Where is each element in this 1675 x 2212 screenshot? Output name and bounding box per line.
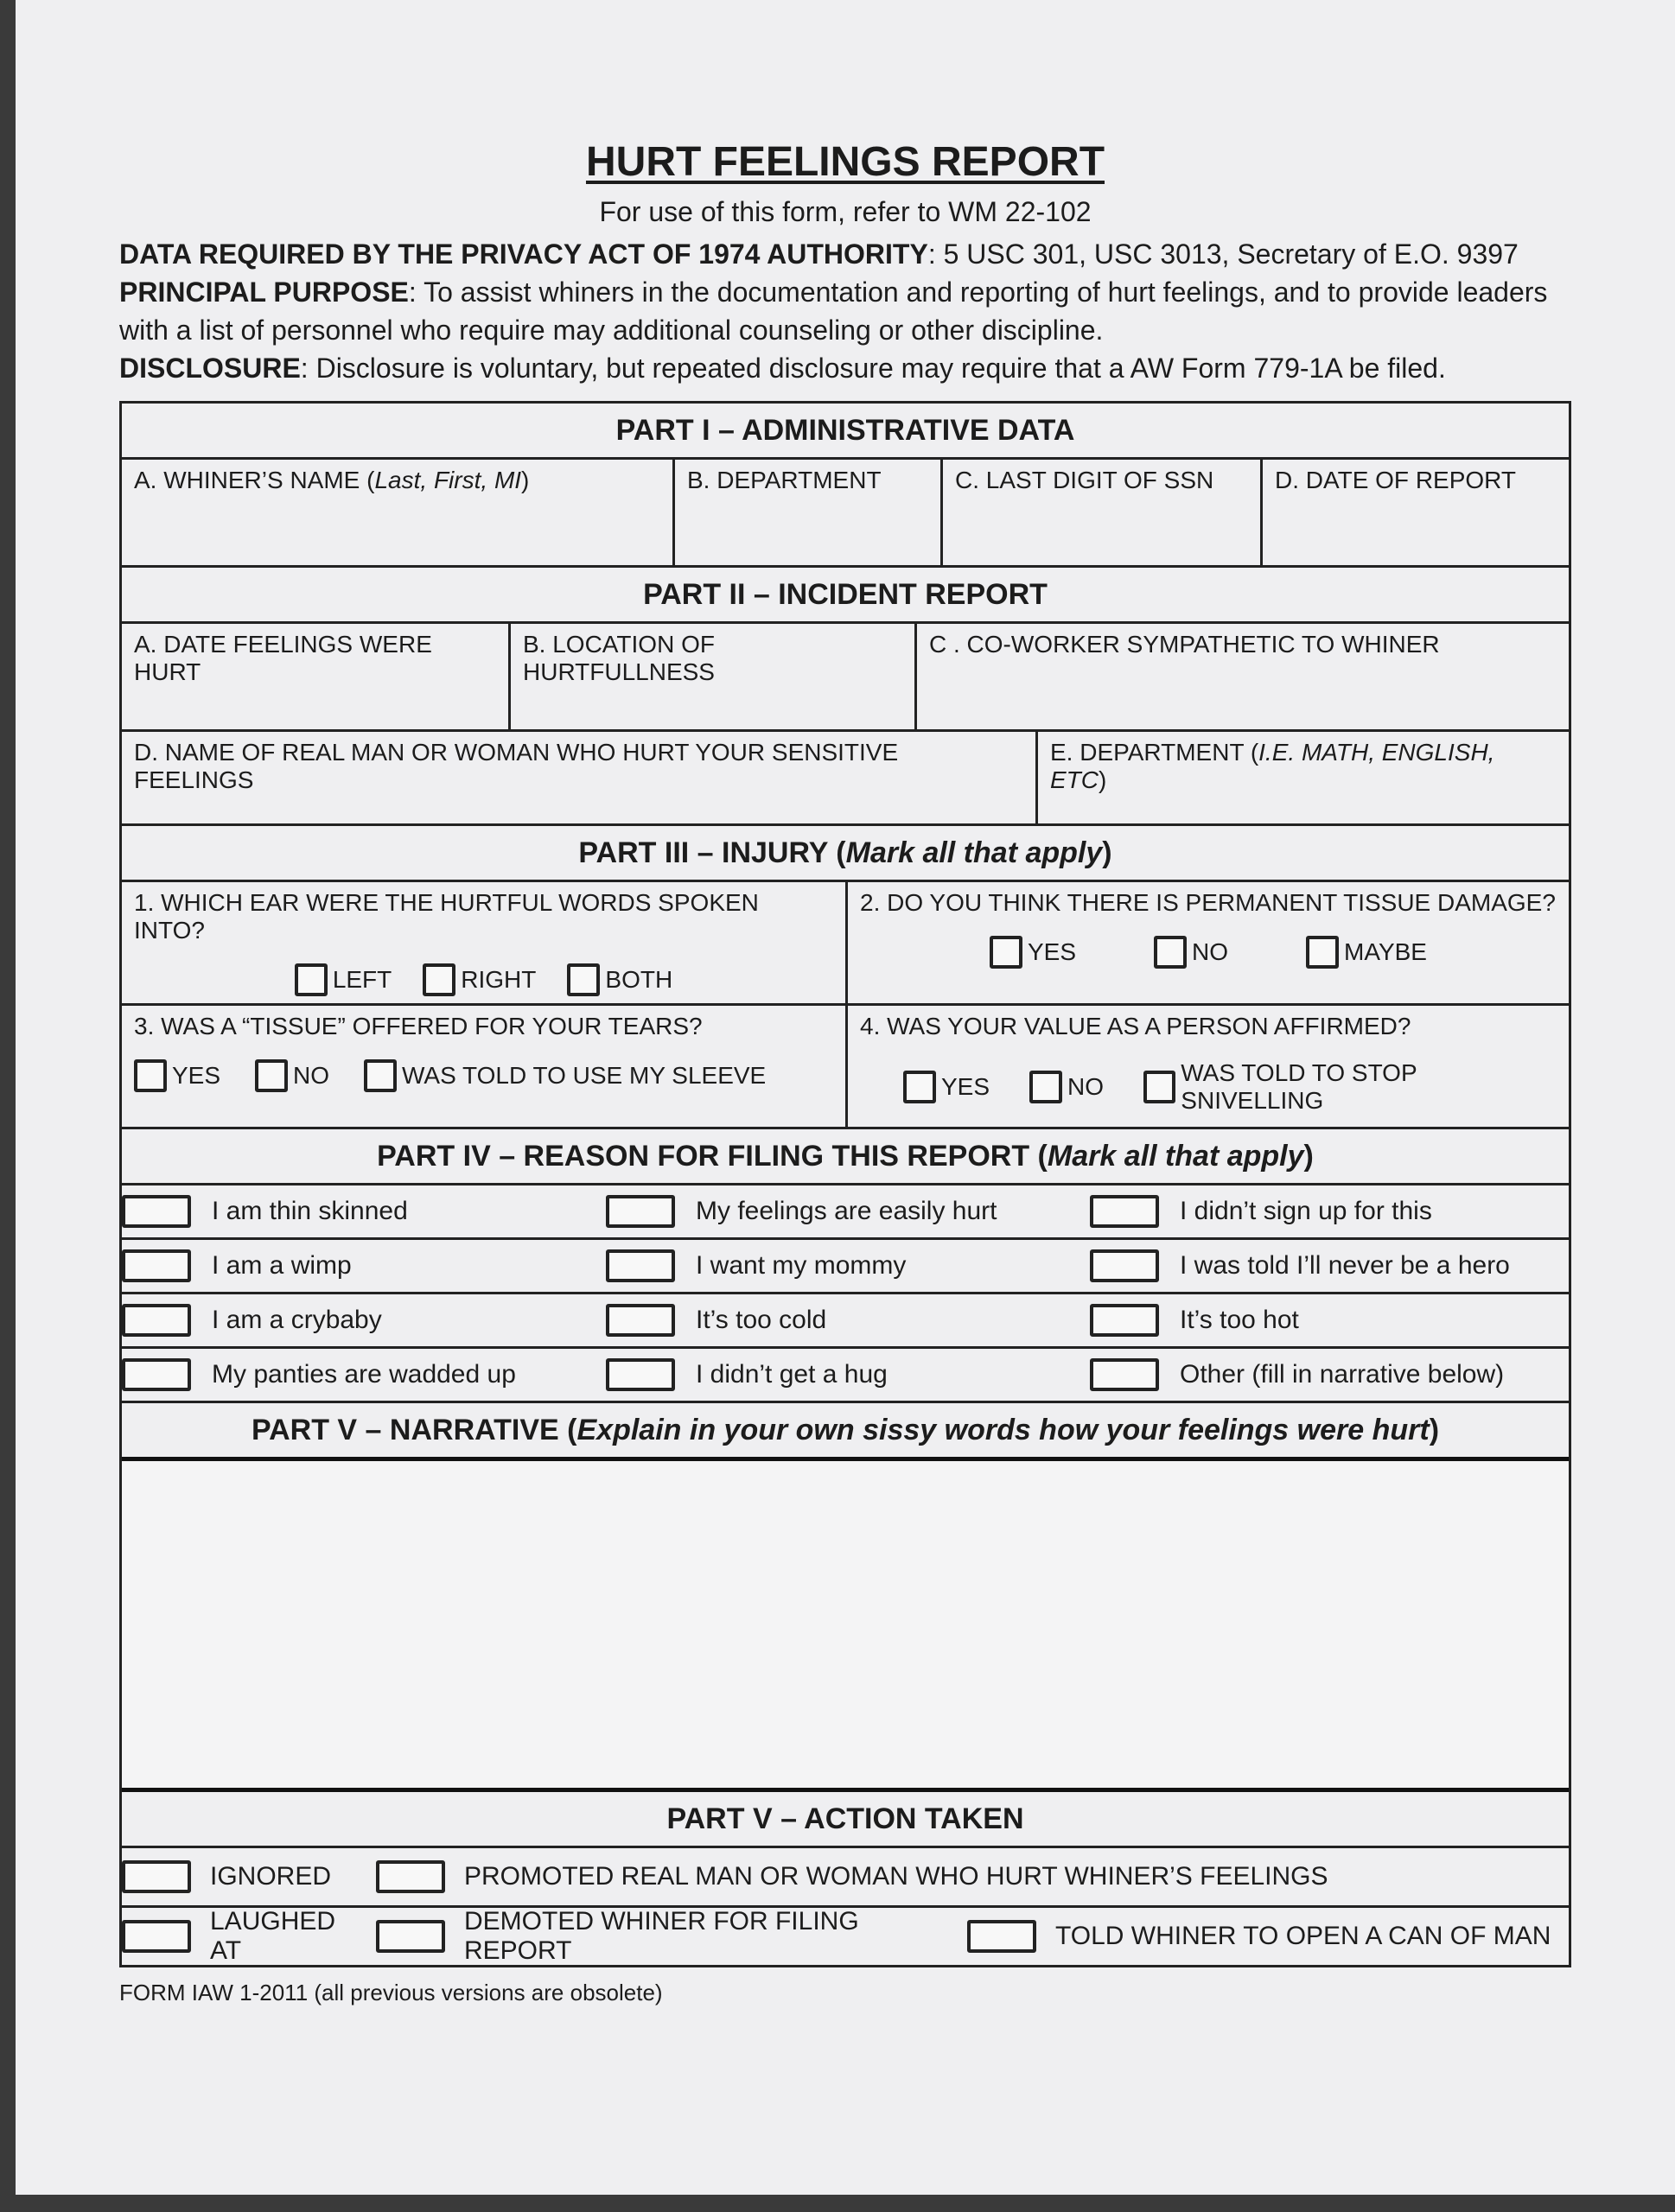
offender-dept-close: )	[1099, 766, 1107, 793]
form-title: HURT FEELINGS REPORT	[585, 139, 1105, 185]
checkbox[interactable]	[1306, 936, 1339, 969]
date-hurt-label: A. DATE FEELINGS WERE HURT	[134, 631, 432, 685]
question-2-options	[860, 936, 1557, 969]
q4-option-yes[interactable]	[903, 1071, 990, 1103]
checkbox[interactable]	[122, 1195, 191, 1228]
narrative-textarea[interactable]	[122, 1457, 1569, 1792]
reason-label: I am a crybaby	[212, 1306, 382, 1334]
part2-row-1	[122, 624, 1569, 732]
reason-label: I didn’t sign up for this	[1180, 1197, 1432, 1225]
purpose-label: PRINCIPAL PURPOSE	[119, 276, 409, 308]
purpose-text: : To assist whiners in the documentation and reporting of hurt feelings, and to provide leaders with a list of personnel who require may additional counseling or other discipline.	[119, 276, 1548, 346]
privacy-label: DATA REQUIRED BY THE PRIVACY ACT OF 1974 AUTHORITY	[119, 238, 928, 270]
part4-heading-close: )	[1303, 1140, 1314, 1173]
disclosure-text: : Disclosure is voluntary, but repeated disclosure may require that a AW Form 779-1A be filed.	[300, 353, 1446, 384]
department-field[interactable]	[675, 460, 943, 565]
reason-label: Other (fill in narrative below)	[1180, 1360, 1505, 1389]
question-4-label: 4. WAS YOUR VALUE AS A PERSON AFFIRMED?	[860, 1013, 1411, 1039]
date-hurt-field[interactable]	[122, 624, 511, 729]
q2-option-yes[interactable]	[990, 936, 1076, 969]
checkbox[interactable]	[1090, 1195, 1159, 1228]
offender-dept-hint: I.E. MATH, ENGLISH, ETC	[1050, 739, 1495, 793]
reason-item[interactable]	[606, 1240, 1090, 1294]
checkbox[interactable]	[364, 1059, 397, 1092]
q3-option-sleeve[interactable]	[364, 1059, 766, 1092]
location-label: B. LOCATION OF HURTFULLNESS	[523, 631, 715, 685]
location-field[interactable]	[511, 624, 917, 729]
q2-option-maybe[interactable]	[1306, 936, 1427, 969]
action-label-promoted: PROMOTED REAL MAN OR WOMAN WHO HURT WHINER’S FEELINGS	[464, 1862, 1328, 1891]
checkbox[interactable]	[1090, 1249, 1159, 1282]
reason-item[interactable]	[1090, 1185, 1569, 1240]
part5-heading	[122, 1403, 1569, 1457]
purpose-statement	[119, 273, 1571, 349]
action-label-laughed: LAUGHED AT	[210, 1907, 336, 1965]
paper-sheet	[16, 0, 1675, 2195]
reason-label: It’s too cold	[696, 1306, 827, 1334]
question-2-label: 2. DO YOU THINK THERE IS PERMANENT TISSUE DAMAGE?	[860, 889, 1556, 916]
part3-heading-hint: Mark all that apply	[845, 836, 1103, 869]
action-row-1	[122, 1848, 1569, 1908]
q1-option-right[interactable]	[423, 963, 536, 996]
form-frame	[119, 401, 1571, 1967]
reason-item[interactable]	[1090, 1349, 1569, 1401]
reason-grid	[122, 1185, 1569, 1403]
checkbox[interactable]	[295, 963, 328, 996]
ssn-label: C. LAST DIGIT OF SSN	[955, 467, 1214, 493]
checkbox[interactable]	[255, 1059, 288, 1092]
q1-option-label: BOTH	[605, 966, 673, 993]
report-date-label: D. DATE OF REPORT	[1275, 467, 1516, 493]
question-1	[122, 882, 848, 1003]
q3-option-label: YES	[172, 1062, 221, 1089]
checkbox[interactable]	[1154, 936, 1187, 969]
q4-option-stop-snivelling[interactable]	[1143, 1059, 1557, 1115]
reason-label: I didn’t get a hug	[696, 1360, 888, 1389]
whiner-name-label: A. WHINER’S NAME (	[134, 467, 375, 493]
checkbox[interactable]	[122, 1304, 191, 1337]
action-label-can-of-man: TOLD WHINER TO OPEN A CAN OF MAN	[1055, 1922, 1551, 1950]
checkbox[interactable]	[567, 963, 600, 996]
department-label: B. DEPARTMENT	[687, 467, 882, 493]
checkbox[interactable]	[122, 1860, 191, 1893]
q3-option-yes[interactable]	[134, 1059, 220, 1092]
q2-option-label: YES	[1028, 938, 1077, 965]
form-subtitle: For use of this form, refer to WM 22-102	[599, 196, 1092, 227]
part5-heading-hint: Explain in your own sissy words how your feelings were hurt	[576, 1414, 1430, 1446]
ssn-field[interactable]	[943, 460, 1263, 565]
checkbox[interactable]	[1143, 1071, 1175, 1103]
whiner-name-close: )	[521, 467, 530, 493]
q2-option-no[interactable]	[1154, 936, 1228, 969]
q4-option-label: NO	[1067, 1073, 1105, 1100]
checkbox[interactable]	[606, 1195, 675, 1228]
question-3-label: 3. WAS A “TISSUE” OFFERED FOR YOUR TEARS?	[134, 1013, 703, 1039]
part2-heading: PART II – INCIDENT REPORT	[122, 568, 1569, 624]
checkbox[interactable]	[376, 1920, 445, 1953]
q4-option-no[interactable]	[1029, 1071, 1104, 1103]
part3-row-2	[122, 1006, 1569, 1129]
part1-row	[122, 460, 1569, 568]
checkbox[interactable]	[990, 936, 1022, 969]
real-person-field[interactable]	[122, 732, 1038, 823]
question-2	[848, 882, 1569, 1003]
privacy-text: : 5 USC 301, USC 3013, Secretary of E.O. 9397	[927, 238, 1519, 270]
q1-option-label: RIGHT	[461, 966, 537, 993]
checkbox[interactable]	[606, 1304, 675, 1337]
action-label-demoted: DEMOTED WHINER FOR FILING REPORT	[464, 1907, 859, 1965]
part3-row-1	[122, 882, 1569, 1006]
coworker-field[interactable]	[917, 624, 1569, 729]
whiner-name-field[interactable]	[122, 460, 675, 565]
hurt-feelings-form	[119, 138, 1571, 2006]
offender-department-field[interactable]	[1038, 732, 1569, 823]
checkbox[interactable]	[376, 1860, 445, 1893]
reason-label: I am a wimp	[212, 1251, 352, 1280]
reason-item[interactable]	[122, 1294, 606, 1349]
part3-heading-close: )	[1102, 836, 1112, 869]
q1-option-left[interactable]	[295, 963, 392, 996]
question-1-label: 1. WHICH EAR WERE THE HURTFUL WORDS SPOKEN INTO?	[134, 889, 759, 944]
checkbox[interactable]	[122, 1920, 191, 1953]
checkbox[interactable]	[134, 1059, 167, 1092]
question-3-options	[134, 1059, 833, 1092]
report-date-field[interactable]	[1263, 460, 1569, 565]
checkbox[interactable]	[122, 1249, 191, 1282]
whiner-name-hint: Last, First, MI	[374, 467, 522, 493]
disclosure-statement	[119, 349, 1571, 387]
reason-item[interactable]	[606, 1349, 1090, 1401]
checkbox[interactable]	[1090, 1304, 1159, 1337]
question-1-options	[134, 963, 833, 996]
part2-row-2	[122, 732, 1569, 826]
reason-item[interactable]	[606, 1185, 1090, 1240]
form-footer: FORM IAW 1-2011 (all previous versions are obsolete)	[119, 1980, 663, 2005]
checkbox[interactable]	[1090, 1358, 1159, 1391]
action-label-ignored: IGNORED	[210, 1862, 332, 1891]
disclosure-label: DISCLOSURE	[119, 353, 301, 384]
checkbox[interactable]	[903, 1071, 936, 1103]
part4-heading	[122, 1129, 1569, 1185]
reason-label: It’s too hot	[1180, 1306, 1299, 1334]
checkbox[interactable]	[1029, 1071, 1062, 1103]
checkbox[interactable]	[122, 1358, 191, 1391]
question-4	[848, 1006, 1569, 1127]
real-person-label: D. NAME OF REAL MAN OR WOMAN WHO HURT YOUR SENSITIVE FEELINGS	[134, 739, 899, 793]
part3-heading-text: PART III – INJURY (	[578, 836, 846, 869]
reason-label: I am thin skinned	[212, 1197, 408, 1225]
coworker-label: C . CO-WORKER SYMPATHETIC TO WHINER	[929, 631, 1440, 658]
form-intro	[119, 235, 1571, 387]
part6-heading: PART V – ACTION TAKEN	[122, 1792, 1569, 1848]
part5-heading-close: )	[1429, 1414, 1440, 1446]
reason-item[interactable]	[122, 1349, 606, 1401]
action-row-2	[122, 1908, 1569, 1965]
q3-option-label: WAS TOLD TO USE MY SLEEVE	[402, 1062, 767, 1089]
reason-item[interactable]	[606, 1294, 1090, 1349]
question-3	[122, 1006, 848, 1127]
reason-item[interactable]	[122, 1240, 606, 1294]
reason-label: My panties are wadded up	[212, 1360, 516, 1389]
reason-label: I was told I’ll never be a hero	[1180, 1251, 1510, 1280]
part4-heading-hint: Mark all that apply	[1047, 1140, 1304, 1173]
part5-heading-text: PART V – NARRATIVE (	[251, 1414, 577, 1446]
q1-option-label: LEFT	[332, 966, 392, 993]
q4-option-label: WAS TOLD TO STOP SNIVELLING	[1181, 1059, 1417, 1114]
q4-option-label: YES	[941, 1073, 990, 1100]
reason-label: My feelings are easily hurt	[696, 1197, 997, 1225]
checkbox[interactable]	[423, 963, 455, 996]
q3-option-label: NO	[293, 1062, 330, 1089]
q2-option-label: NO	[1192, 938, 1229, 965]
q1-option-both[interactable]	[567, 963, 672, 996]
question-4-options	[860, 1059, 1557, 1115]
offender-dept-label: E. DEPARTMENT (	[1050, 739, 1259, 766]
q3-option-no[interactable]	[255, 1059, 329, 1092]
privacy-statement	[119, 235, 1571, 273]
checkbox[interactable]	[606, 1358, 675, 1391]
reason-item[interactable]	[122, 1185, 606, 1240]
reason-item[interactable]	[1090, 1294, 1569, 1349]
q2-option-label: MAYBE	[1344, 938, 1427, 965]
reason-label: I want my mommy	[696, 1251, 907, 1280]
checkbox[interactable]	[606, 1249, 675, 1282]
checkbox[interactable]	[967, 1920, 1036, 1953]
part1-heading: PART I – ADMINISTRATIVE DATA	[122, 404, 1569, 460]
part3-heading	[122, 826, 1569, 882]
reason-item[interactable]	[1090, 1240, 1569, 1294]
part4-heading-text: PART IV – REASON FOR FILING THIS REPORT (	[377, 1140, 1048, 1173]
